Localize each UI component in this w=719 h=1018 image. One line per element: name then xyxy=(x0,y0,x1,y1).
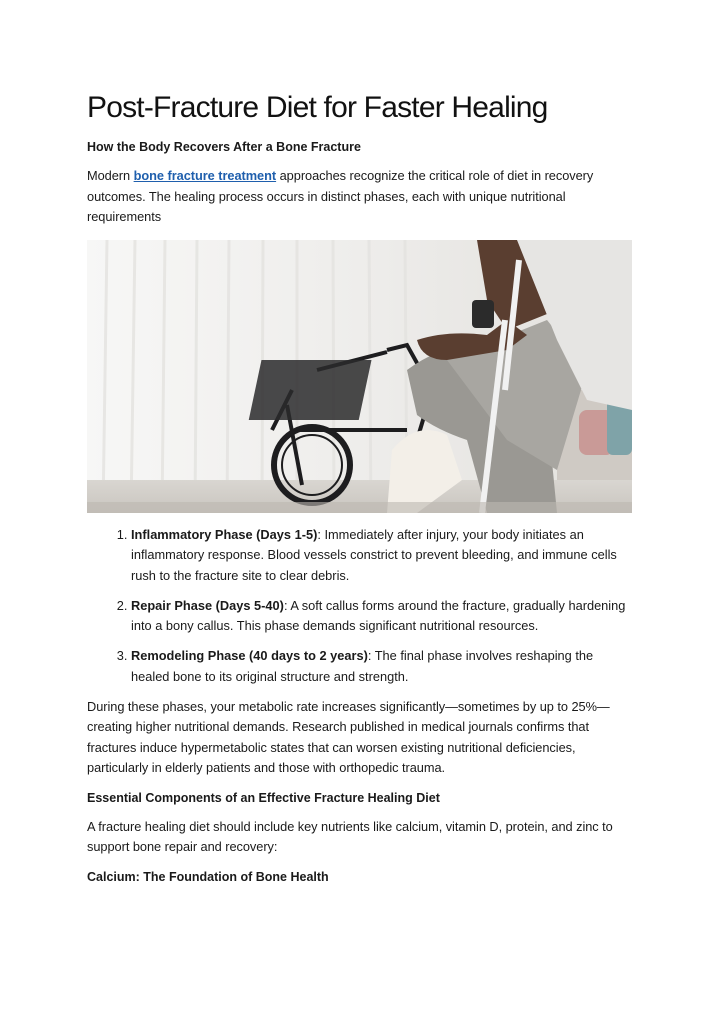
subsection-heading: Calcium: The Foundation of Bone Health xyxy=(87,869,329,884)
phase-text: : Immediately after injury, your body initiates an inflammatory response. Blood vessels constrict to prevent bleeding, and immune cells rush to the fracture site to clear debris. xyxy=(131,526,617,583)
intro-paragraph xyxy=(87,166,632,228)
phase-text: : The final phase involves reshaping the healed bone to its original structure and strength. xyxy=(131,648,594,684)
healing-phases-list xyxy=(87,525,632,688)
bone-fracture-treatment-link[interactable]: bone fracture treatment xyxy=(133,168,277,183)
crutches-wheelchair-illustration xyxy=(87,240,632,513)
section-paragraph: A fracture healing diet should include key nutrients like calcium, vitamin D, protein, and zinc to support bone repair and recovery: xyxy=(87,818,613,854)
phase-title: Repair Phase (Days 5-40) xyxy=(131,597,284,613)
metabolic-paragraph: During these phases, your metabolic rate increases significantly—sometimes by up to 25%—creating higher nutritional demands. Research published in medical journals confirms that fractures induce hypermetabolic states that can worsen existing nutritional deficiencies, particularly in elderly patients and those with orthopedic trauma. xyxy=(87,698,610,775)
phase-title: Remodeling Phase (40 days to 2 years) xyxy=(131,648,368,663)
section-heading: Essential Components of an Effective Fracture Healing Diet xyxy=(87,790,440,805)
list-item xyxy=(131,596,632,637)
page-title: Post-Fracture Diet for Faster Healing xyxy=(87,91,548,124)
phase-title: Inflammatory Phase (Days 1-5) xyxy=(131,526,318,542)
list-item xyxy=(131,525,632,587)
intro-text-after: approaches recognize the critical role of diet in recovery outcomes. The healing process occurs in distinct phases, each with unique nutritional requirements xyxy=(87,168,594,224)
intro-text-before: Modern xyxy=(87,168,134,183)
article xyxy=(87,88,632,887)
subheading: How the Body Recovers After a Bone Fracture xyxy=(87,140,361,154)
phase-text: : A soft callus forms around the fracture, gradually hardening into a bony callus. This phase demands significant nutritional resources. xyxy=(131,597,626,633)
hero-photo xyxy=(87,240,632,513)
list-item xyxy=(131,646,632,687)
